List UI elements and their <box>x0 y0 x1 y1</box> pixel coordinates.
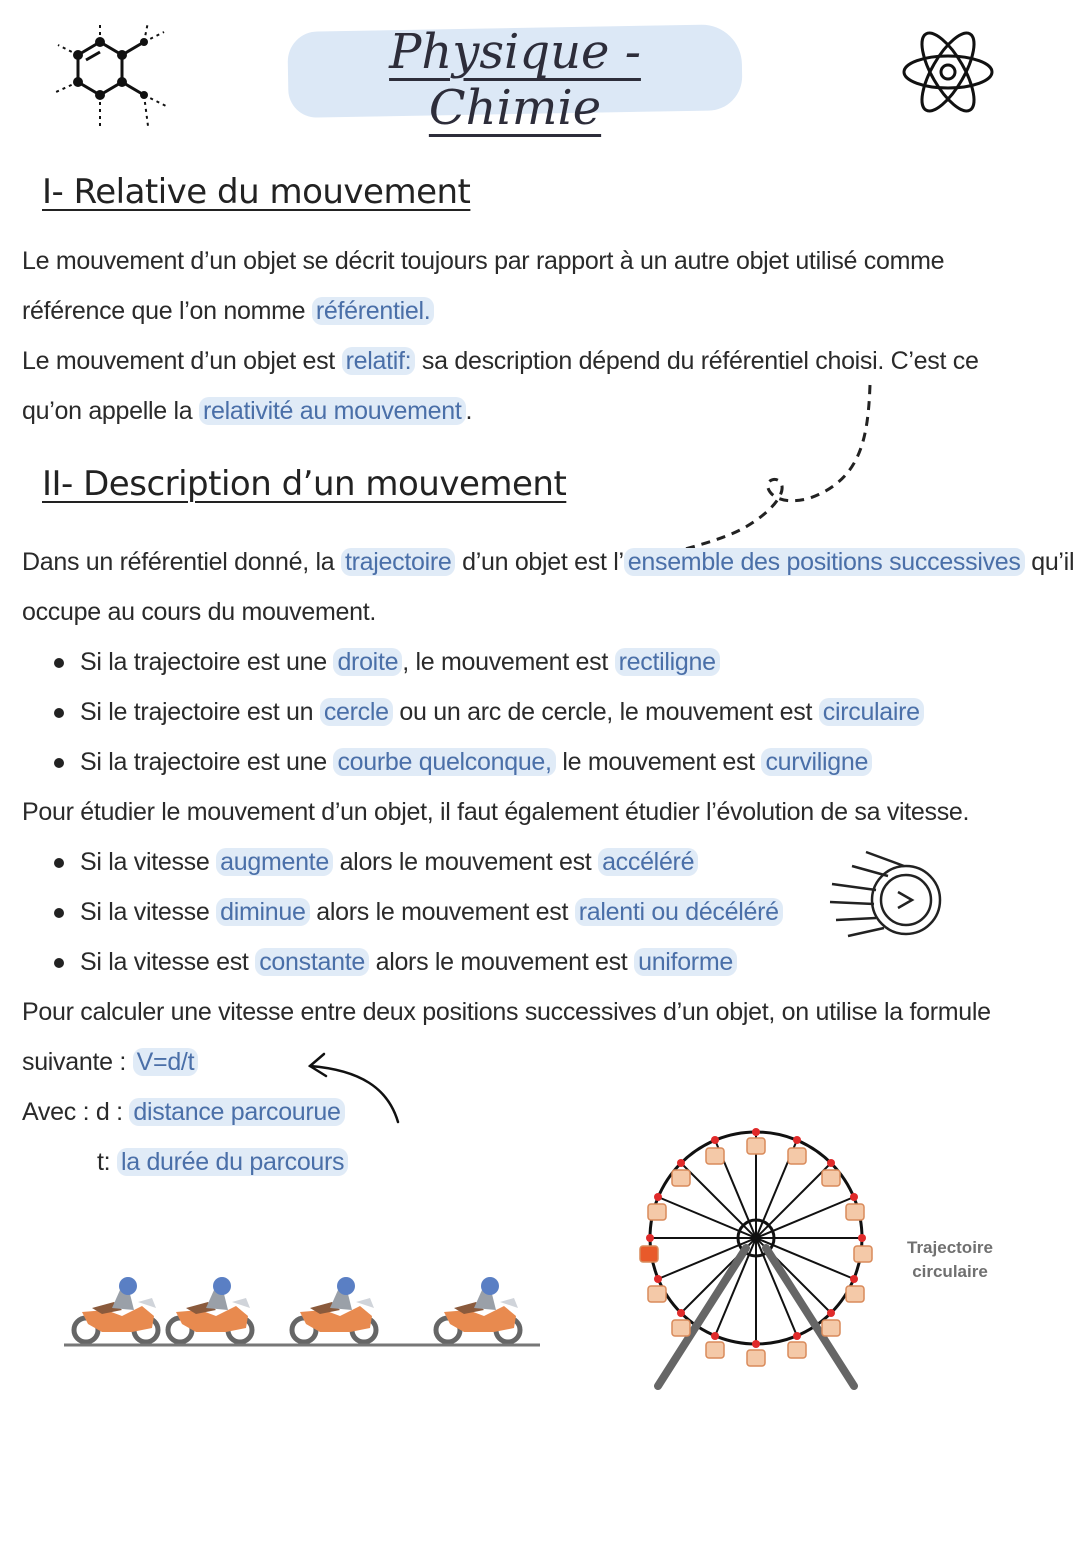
text-line <box>22 1037 1062 1087</box>
highlight: trajectoire <box>341 548 455 576</box>
text: Si la vitesse <box>80 898 217 926</box>
highlight: la durée du parcours <box>117 1148 348 1176</box>
text-line <box>22 1137 1062 1187</box>
text: , le mouvement est <box>402 648 615 676</box>
text: Si le trajectoire est un <box>80 698 320 726</box>
trajectory-list <box>22 637 1062 787</box>
highlight: diminue <box>216 898 309 926</box>
text: . <box>465 397 473 425</box>
text-line <box>22 1087 1062 1137</box>
text: alors le mouvement est <box>368 948 635 976</box>
list-item <box>80 637 1062 687</box>
text: Si la vitesse <box>80 848 217 876</box>
list-item <box>80 937 1062 987</box>
text: Dans un référentiel donné, la <box>22 548 341 576</box>
text: sa description dépend du référentiel choisi. C’est ce <box>415 347 979 375</box>
list-item <box>80 687 1062 737</box>
text: Si la vitesse est <box>80 948 256 976</box>
text: le mouvement est <box>555 748 762 776</box>
text: ou un arc de cercle, le mouvement est <box>392 698 819 726</box>
text-line: occupe au cours du mouvement. <box>22 598 377 626</box>
text: t: <box>97 1148 117 1176</box>
highlight: distance parcourue <box>129 1098 344 1126</box>
text-line: Pour calculer une vitesse entre deux positions successives d’un objet, on utilise la formule <box>22 998 991 1026</box>
section-1-heading: I- Relative du mouvement <box>42 172 471 212</box>
highlight: ralenti ou décéléré <box>575 898 783 926</box>
text: Le mouvement d’un objet est <box>22 347 342 375</box>
text: alors le mouvement est <box>332 848 599 876</box>
highlight: accéléré <box>598 848 698 876</box>
text: alors le mouvement est <box>309 898 575 926</box>
section-2-heading: II- Description d’un mouvement <box>42 464 567 504</box>
highlight: cercle <box>320 698 393 726</box>
motorbike-icon <box>436 1277 520 1342</box>
text: Si la trajectoire est une <box>80 748 334 776</box>
text-line <box>22 537 1075 587</box>
text: qu’il <box>1024 548 1075 576</box>
highlight: référentiel. <box>312 297 435 325</box>
ferris-wheel-icon <box>628 1128 884 1390</box>
highlight: augmente <box>216 848 333 876</box>
text-line <box>22 386 1062 436</box>
formula: V=d/t <box>133 1048 199 1076</box>
highlight: ensemble des positions successives <box>624 548 1025 576</box>
highlight: courbe quelconque, <box>333 748 555 776</box>
highlight: uniforme <box>634 948 737 976</box>
motorbike-icon <box>292 1277 376 1342</box>
highlight: relativité au mouvement <box>199 397 466 425</box>
text: Avec : d : <box>22 1098 130 1126</box>
text-line: Le mouvement d’un objet se décrit toujours par rapport à un autre objet utilisé comme <box>22 247 945 275</box>
atom-icon <box>898 22 998 122</box>
text-line <box>22 336 1062 386</box>
highlight: curviligne <box>761 748 872 776</box>
text: suivante : <box>22 1048 133 1076</box>
speedometer-icon <box>826 842 948 942</box>
curved-arrow-icon <box>300 1048 410 1128</box>
highlight: constante <box>255 948 369 976</box>
motorbike-icon <box>74 1277 158 1342</box>
text: référence que l’on nomme <box>22 297 312 325</box>
highlight: droite <box>333 648 402 676</box>
text-line <box>22 286 1062 336</box>
highlight: rectiligne <box>615 648 720 676</box>
ferris-caption <box>898 1236 1002 1284</box>
page-title: Physique - Chimie <box>389 24 641 136</box>
text: d’un objet est l’ <box>455 548 624 576</box>
motorbikes-figure <box>60 1270 545 1350</box>
highlight: circulaire <box>819 698 924 726</box>
motorbike-icon <box>168 1277 252 1342</box>
text-line: Pour étudier le mouvement d’un objet, il faut également étudier l’évolution de sa vitesse. <box>22 798 970 826</box>
list-item <box>80 737 1062 787</box>
section-1-body <box>22 236 1062 436</box>
caption-line: circulaire <box>912 1262 988 1281</box>
text: qu’on appelle la <box>22 397 199 425</box>
text: Si la trajectoire est une <box>80 648 334 676</box>
caption-line: Trajectoire <box>907 1238 993 1257</box>
highlight: relatif: <box>342 347 416 375</box>
molecule-icon <box>48 20 168 130</box>
